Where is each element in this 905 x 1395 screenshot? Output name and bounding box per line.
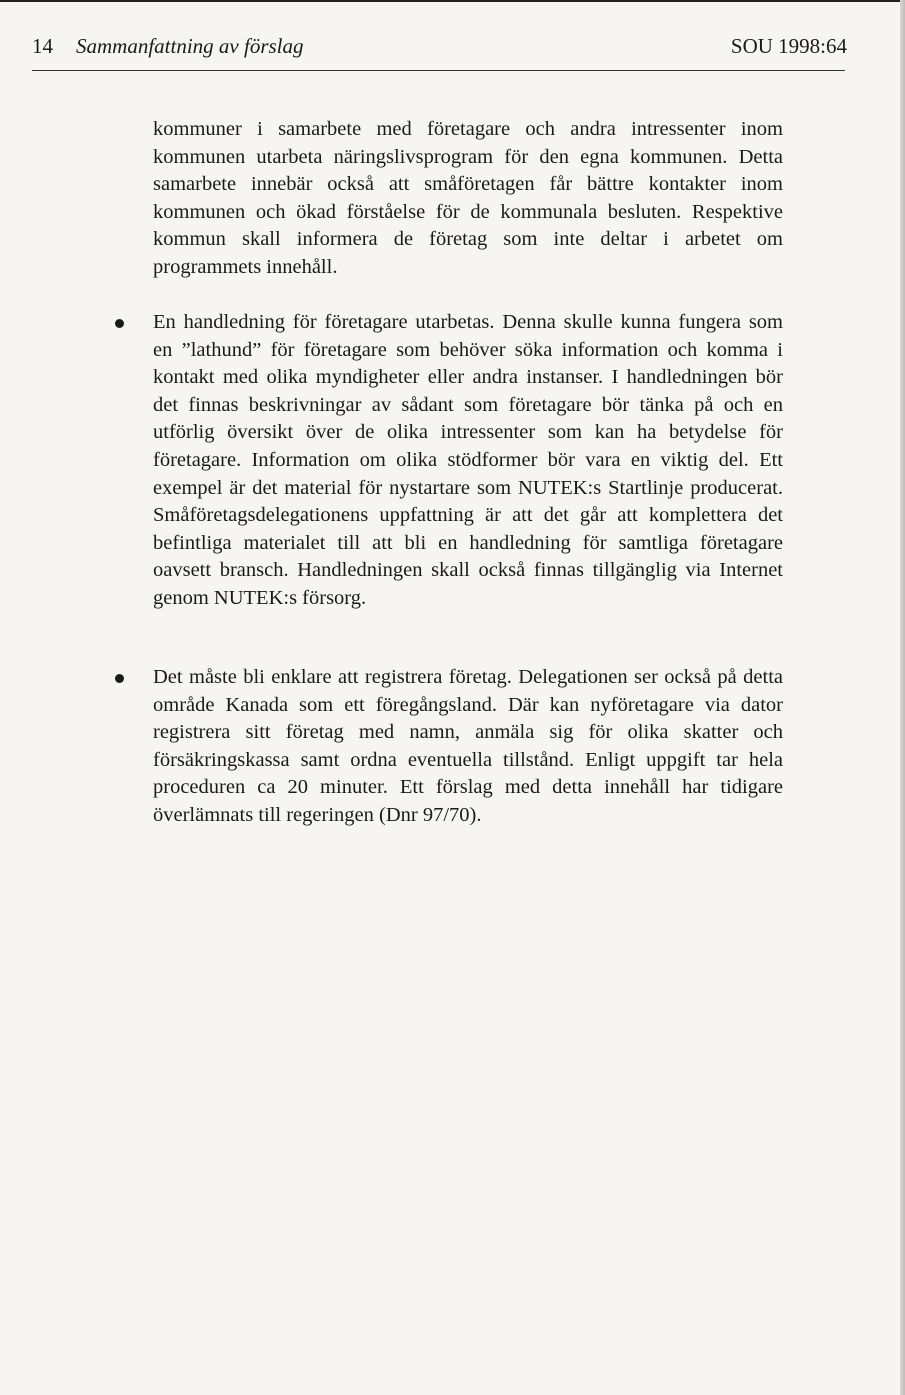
bullet-dot-icon [115,319,124,328]
chapter-title: Sammanfattning av förslag [76,34,304,58]
body-paragraph: kommuner i samarbete med företagare och andra intressenter inom kommunen utarbeta näringslivsprogram för den egna kommunen. Detta samarbete innebär också att småföretagen får bättre kontakter inom kommunen och ökad förståelse för de kommunala besluten. Respektive kommun skall informera de företag som inte deltar i arbetet om programmets innehåll. [153,118,783,278]
header-rule [32,70,845,71]
page-right-edge [900,0,905,1395]
bullet-text: Det måste bli enklare att registrera företag. Delegationen ser också på detta område Kanada som ett föregångsland. Där kan nyföretagare via dator registrera sitt företag med namn, anmäla sig för olika skatter och försäkringskassa samt ordna eventuella tillstånd. Enligt uppgift tar hela proceduren ca 20 minuter. Ett förslag med detta innehåll har tidigare överlämnats till regeringen (Dnr 97/70). [153,666,783,826]
page-top-border [0,0,905,2]
running-header [32,30,847,66]
bullet-dot-icon [115,674,124,683]
bullet-text: En handledning för företagare utarbetas. Denna skulle kunna fungera som en ”lathund” för företagare som behöver söka information och komma i kontakt med olika myndigheter eller andra instanser. I handledningen bör det finnas beskrivningar av sådant som företagare bör tänka på och en utförlig översikt över de olika intressenter som kan ha betydelse för företagare. Information om olika stödformer bör vara en viktig del. Ett exempel är det material för nystartare som NUTEK:s Startlinje producerat. Småföretagsdelegationens uppfattning är att det går att komplettera det befintliga materialet till att bli en handledning för samtliga företagare oavsett bransch. Handledningen skall också finnas tillgänglig via Internet genom NUTEK:s försorg. [153,311,783,609]
report-id: SOU 1998:64 [730,34,847,58]
page-number: 14 [32,34,53,58]
